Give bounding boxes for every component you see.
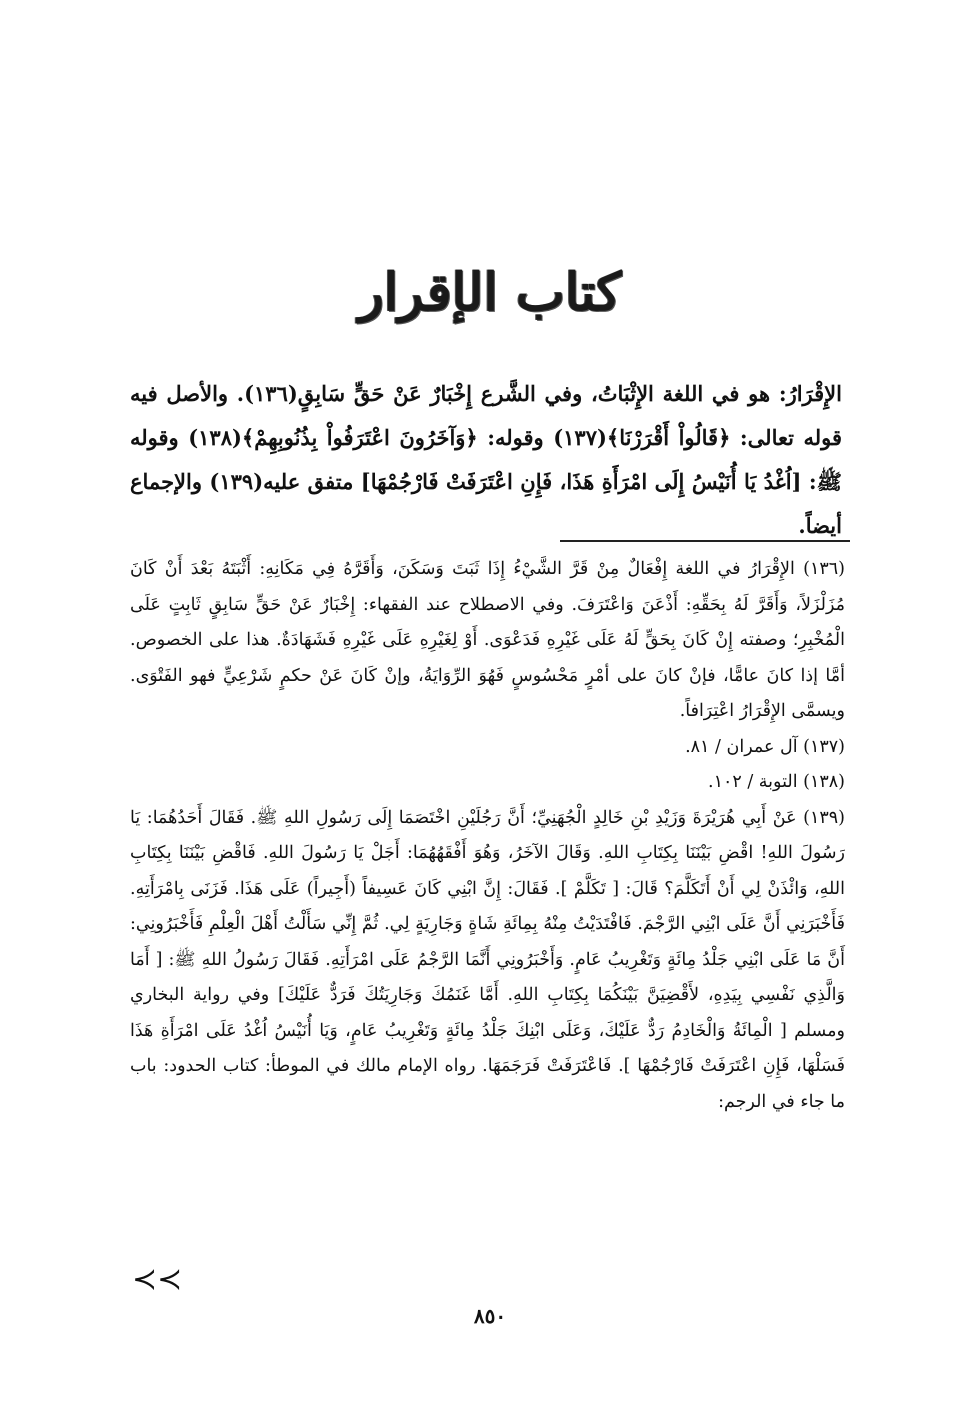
footnote-137: [130, 730, 845, 766]
footnote-136: [130, 552, 845, 730]
chapter-title: كتاب الإقرار: [358, 262, 622, 323]
footnote-text: آل عمران / ٨١.: [685, 736, 798, 757]
continuation-arrow-icon: ≺≺: [132, 1262, 183, 1297]
footnote-number: (١٣٩): [803, 807, 845, 828]
page-number: ٨٥٠: [473, 1304, 507, 1328]
footnote-number: (١٣٧): [803, 736, 845, 757]
footnote-139: [130, 801, 845, 1121]
footnote-text: التوبة / ١٠٢.: [707, 772, 798, 792]
footnote-separator: [560, 540, 850, 542]
footnote-number: (١٣٦): [803, 559, 845, 579]
footnote-text: الإِقْرَارُ في اللغة إِفْعَالٌ مِنْ قَرَّ الشَّيْءُ إِذَا ثَبَتَ وَسَكَنَ، وَأَقَرَّهُ فِي مَكَانِهِ: أَثْبَتَهُ بَعْدَ أَنْ كَانَ مُزَلْزَلاً، وَأَقَرَّ لَهُ بِحَقِّهِ: أَذْعَنَ وَاعْتَرَفَ. وفي الاصطلاح عند الفقهاء: إِخْبَارٌ عَنْ حَقٍّ سَابِقٍ ثَابِتٍ عَلَى الْمُخْبِرِ؛ وصفته إِنْ كَانَ بِحَقٍّ لَهُ عَلَى غَيْرِهِ فَدَعْوَى. أَوْ لِغَيْرِهِ عَلَى غَيْرِهِ فَشَهَادَةٌ. هذا على الخصوص. أمَّا إذا كانَ عامًّا، فإنْ كانَ على أمْرٍ مَحْسُوسٍ فَهُوَ الرِّوَايَةُ، وإنْ كَانَ عَنْ حكمٍ شَرْعِيٍّ فهو الفَتْوَى. ويسمَّى الإِقْرَارُ اعْتِرَافاً.: [130, 559, 845, 721]
footnotes: [130, 552, 845, 1120]
footnote-text: عَنْ أَبِي هُرَيْرَةَ وَزَيْدِ بْنِ خَالِدٍ الْجُهَنِيِّ؛ أَنَّ رَجُلَيْنِ اخْتَصَمَا إِلَى رَسُولِ اللهِ ﷺ. فَقَالَ أَحَدُهُمَا: يَا رَسُولَ اللهِ! اقْضِ بَيْنَنَا بِكِتَابِ اللهِ. وَقَالَ الآخَرُ، وَهُوَ أَفْقَهُهُمَا: أَجَلْ يَا رَسُولَ اللهِ. فَاقْضِ بَيْنَنَا بِكِتَابِ اللهِ، وَائْذَنْ لِي أَنْ أَتَكَلَّمَ؟ قَالَ: [ تَكَلَّمْ ]. فَقَالَ: إِنَّ ابْنِي كَانَ عَسِيفاً (أَجِيراً) عَلَى هَذَا. فَزَنَى بِامْرَأَتِهِ. فَأَخْبَرَنِي أَنَّ عَلَى ابْنِي الرَّجْمَ. فَافْتَدَيْتُ مِنْهُ بِمِائَةِ شَاةٍ وَجَارِيَةٍ لِي. ثُمَّ إِنِّي سَأَلْتُ أَهْلَ الْعِلْمِ فَأَخْبَرُونِي: أَنَّ مَا عَلَى ابْنِي جَلْدُ مِائَةٍ وَتَغْرِيبُ عَامٍ. وَأَخْبَرُونِي أَنَّمَا الرَّجْمُ عَلَى امْرَأَتِهِ. فَقَالَ رَسُولُ اللهِ ﷺ: [ أَمَا وَالَّذِي نَفْسِي بِيَدِهِ، لأَقْضِيَنَّ بَيْنَكُمَا بِكِتَابِ اللهِ. أَمَّا غَنَمُكَ وَجَارِيَتُكَ فَرَدٌّ عَلَيْكَ] وفي رواية البخاري ومسلم [ الْمِائَةُ وَالْخَادِمُ رَدٌّ عَلَيْكَ، وَعَلَى ابْنِكَ جَلْدُ مِائَةٍ وَتَغْرِيبُ عَامٍ، وَيَا أُنَيْسُ اُغْدُ عَلَى امْرَأَةِ هَذَا فَسَلْهَا، فَإِنِ اعْتَرَفَتْ فَارْجُمْهَا ]. فَاعْتَرَفَتْ فَرَجَمَهَا. رواه الإمام مالك في الموطأ: كتاب الحدود: باب ما جاء في الرجم:: [130, 807, 845, 1112]
main-paragraph: الإِقْرَارُ: هو في اللغة الإِثْبَاتُ، وفي الشَّرع إِخْبَارٌ عَنْ حَقٍّ سَابِقٍ(١٣٦). والأصل فيه قوله تعالى: ﴿قَالُواْ أَقْرَرْنَا﴾(١٣٧) وقوله: ﴿وَآخَرُونَ اعْتَرَفُواْ بِذُنُوبِهِمْ﴾(١٣٨) وقوله ﷺ: [اُغْدُ يَا أُنَيْسُ إِلَى امْرَأَةِ هَذَا، فَإِنِ اعْتَرَفَتْ فَارْجُمْهَا] متفق عليه(١٣٩) والإجماع أيضاً.: [130, 381, 843, 538]
footnote-138: [130, 765, 845, 801]
main-paragraph-block: [130, 372, 842, 548]
footnote-number: (١٣٨): [803, 772, 845, 792]
